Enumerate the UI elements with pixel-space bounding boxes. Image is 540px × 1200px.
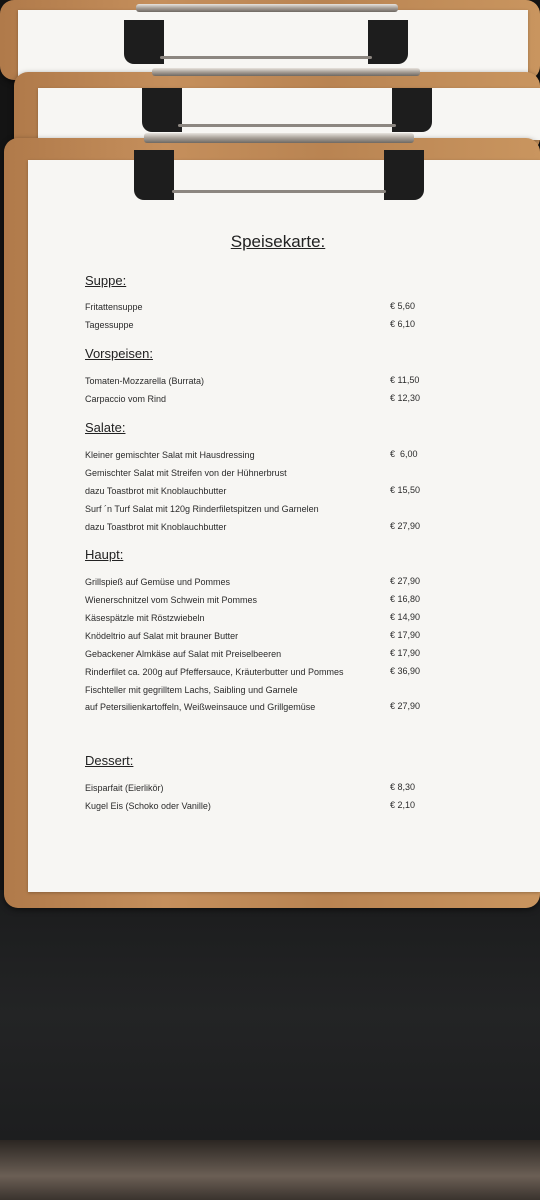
clip-arm-left-1 <box>124 20 164 64</box>
menu-item-price: € 11,50 <box>390 375 420 385</box>
menu-item-name: Tomaten-Mozzarella (Burrata) <box>85 376 205 386</box>
clip-wire-2 <box>178 124 396 127</box>
menu-item-name: Tagessuppe <box>85 320 134 330</box>
clip-bar-front <box>144 133 414 143</box>
menu-item-price: € 12,30 <box>390 393 421 403</box>
menu-item-price: € 6,10 <box>390 319 416 329</box>
menu-item-name: Gebackener Almkäse auf Salat mit Preiselbeeren <box>85 649 282 659</box>
menu-item-price: € 27,90 <box>390 701 421 711</box>
clip-arm-left-2 <box>142 88 182 132</box>
menu-item-price: € 36,90 <box>390 666 421 676</box>
clip-arm-right-1 <box>368 20 408 64</box>
section-heading-suppe: Suppe: <box>85 273 127 288</box>
menu-title: Speisekarte: <box>230 232 326 251</box>
paper-sheet-back-1 <box>18 10 528 76</box>
menu-item-name: Kugel Eis (Schoko oder Vanille) <box>85 801 211 811</box>
menu-item-name: Gemischter Salat mit Streifen von der Hühnerbrust <box>85 468 287 478</box>
menu-item-name: dazu Toastbrot mit Knoblauchbutter <box>85 522 227 532</box>
menu-item-price: € 14,90 <box>390 612 421 622</box>
menu-item-name: Grillspieß auf Gemüse und Pommes <box>85 577 231 587</box>
menu-item-name: Surf ´n Turf Salat mit 120g Rinderfiletspitzen und Garnelen <box>85 504 319 514</box>
menu-item-price: € 5,60 <box>390 301 416 311</box>
menu-item-price: € 2,10 <box>390 800 416 810</box>
clip-bar-1 <box>136 4 398 12</box>
clip-bar-2 <box>152 68 420 76</box>
menu-item-price: € 16,80 <box>390 594 421 604</box>
menu-item-price: € 27,90 <box>390 521 421 531</box>
menu-item-price: € 17,90 <box>390 630 421 640</box>
menu-item-name: Fritattensuppe <box>85 302 143 312</box>
menu-item-price: € 27,90 <box>390 576 421 586</box>
section-heading-vorspeisen: Vorspeisen: <box>85 346 153 361</box>
clip-arm-right-2 <box>392 88 432 132</box>
menu-item-name: Wienerschnitzel vom Schwein mit Pommes <box>85 595 258 605</box>
menu-item-price: € 15,50 <box>390 485 421 495</box>
menu-item-price: € 8,30 <box>390 782 416 792</box>
section-heading-salate: Salate: <box>85 420 126 435</box>
menu-item-name: Käsespätzle mit Röstzwiebeln <box>85 613 205 623</box>
menu-item-name: Kleiner gemischter Salat mit Hausdressing <box>85 450 255 460</box>
menu-card <box>28 160 540 892</box>
menu-item-price: € 17,90 <box>390 648 421 658</box>
menu-item-name: Rinderfilet ca. 200g auf Pfeffersauce, Kräuterbutter und Pommes <box>85 667 344 677</box>
menu-item-name: Fischteller mit gegrilltem Lachs, Saibling und Garnele <box>85 685 298 695</box>
section-heading-dessert: Dessert: <box>85 753 134 768</box>
floor-edge <box>0 1140 540 1200</box>
menu-item-name: Eisparfait (Eierlikör) <box>85 783 164 793</box>
menu-item-name: auf Petersilienkartoffeln, Weißweinsauce und Grillgemüse <box>85 702 316 712</box>
menu-item-price: € 6,00 <box>390 449 418 459</box>
menu-item-name: dazu Toastbrot mit Knoblauchbutter <box>85 486 227 496</box>
menu-item-name: Carpaccio vom Rind <box>85 394 167 404</box>
menu-item-name: Knödeltrio auf Salat mit brauner Butter <box>85 631 239 641</box>
section-heading-haupt: Haupt: <box>85 547 124 562</box>
clip-wire-1 <box>160 56 372 59</box>
